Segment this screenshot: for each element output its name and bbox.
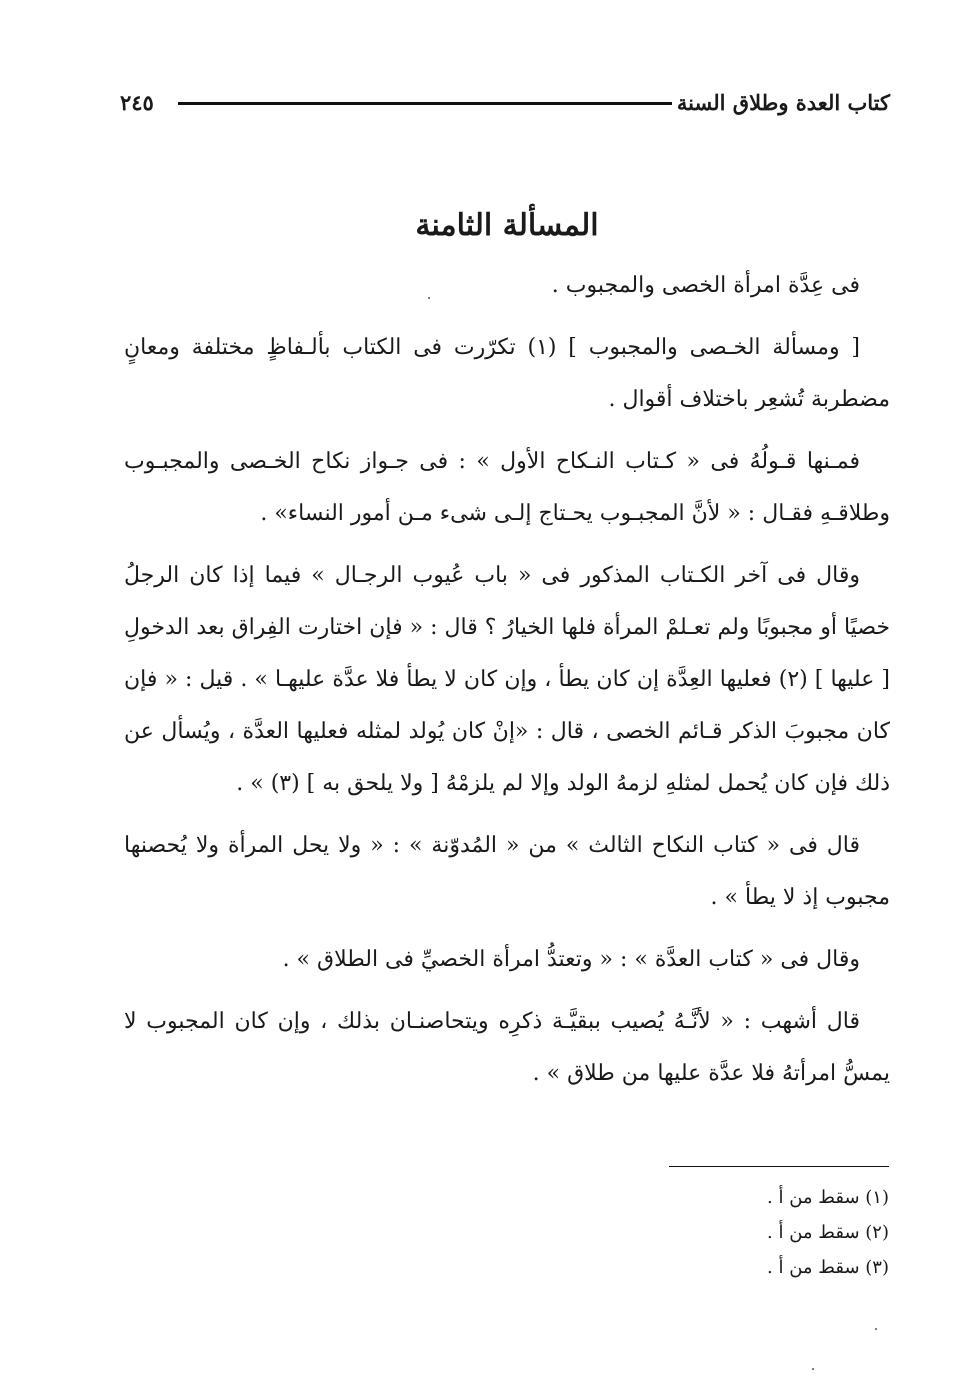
running-header — [120, 88, 890, 122]
scan-speck — [428, 297, 430, 299]
scan-speck — [812, 1368, 814, 1370]
paragraph-ashhab: قال أشهب : « لأنَّـهُ يُصيب ببقيَّـة ذكرِه ويتحاصنـان بذلك ، وإن كان المجبوب لا يمسُّ امرأتهُ فلا عدَّة عليها من طلاق » . — [124, 1009, 890, 1086]
paragraph-defects-chapter: وقال فى آخر الكـتاب المذكور فى « باب عُيوب الرجـال » فيما إذا كان الرجلُ خصيًا أو مجبوبًا ولم تعـلمْ المرأة فلها الخيارُ ؟ قال : « فإن اختارت الفِراق بعد الدخولِ [ عليها ] (٢) فعليها العِدَّة إن كان يطأ ، وإن كان لا يطأ فلا عدَّة عليهـا » . قيل : « فإن كان مجبوبَ الذكر قـائم الخصى ، قال : «إنْ كان يُولد لمثله فعليها العدَّة ، ويُسأل عن ذلك فإن كان يُحمل لمثلهِ لزمهُ الولد وإلا لم يلزمْهُ [ ولا يلحق به ] (٣) » . — [124, 563, 891, 796]
scan-speck — [875, 1328, 877, 1330]
paragraph-subject: فى عِدَّة امرأة الخصى والمجبوب . — [551, 273, 860, 298]
running-header-title: كتاب العدة وطلاق السنة — [676, 90, 890, 115]
section-title: المسألة الثامنة — [415, 208, 599, 243]
paragraph-intro: [ ومسألة الخـصى والمجبوب ] (١) تكرّرت فى الكتاب بألـفاظٍ مختلفة ومعانٍ مضطربة تُشعِر باختلاف أقوال . — [124, 335, 890, 412]
footnote-item: (٢) سقط من أ . — [767, 1222, 889, 1243]
paragraph-first-nikah: فمـنها قـولُهُ فى « كـتاب النـكاح الأول » : فى جـواز نكاح الخـصى والمجبـوب وطلاقـهِ فقـال : « لأنَّ المجبـوب يحـتاج إلـى شىء مـن أمور النساء» . — [124, 449, 890, 526]
paragraph-iddah-chapter: وقال فى « كتاب العدَّة » : « وتعتدُّ امرأة الخصيِّ فى الطلاق » . — [282, 947, 860, 972]
footnotes — [489, 1180, 889, 1285]
footnote-rule — [669, 1166, 889, 1167]
footnote-item: (١) سقط من أ . — [767, 1187, 889, 1208]
paragraph-third-nikah: قال فى « كتاب النكاح الثالث » من « المُدوّنة » : « ولا يحل المرأة ولا يُحصنها مجبوب إذ لا يطأ » . — [124, 833, 890, 910]
footnote-item: (٣) سقط من أ . — [767, 1257, 889, 1278]
page-body — [124, 198, 890, 1100]
header-rule — [178, 102, 672, 105]
page-number: ٢٤٥ — [120, 90, 154, 115]
